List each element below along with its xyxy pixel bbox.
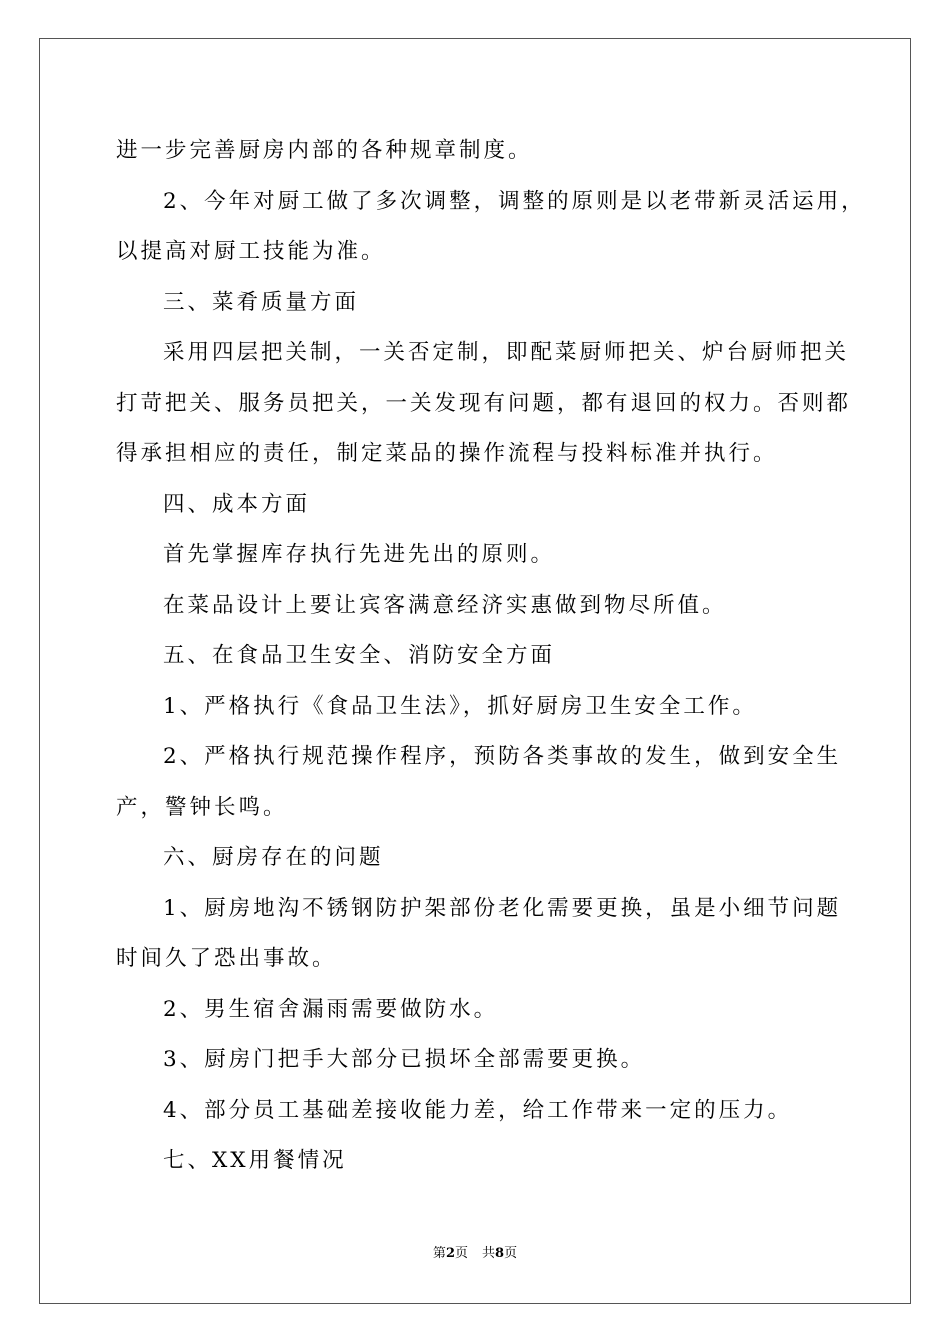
paragraph-line: 1、厨房地沟不锈钢防护架部份老化需要更换，虽是小细节问题 — [163, 895, 842, 921]
section-heading: 六、厨房存在的问题 — [163, 845, 384, 870]
paragraph-line: 采用四层把关制，一关否定制，即配菜厨师把关、炉台厨师把关 — [163, 340, 850, 365]
section-heading: 三、菜肴质量方面 — [163, 289, 360, 315]
paragraph-line: 进一步完善厨房内部的各种规章制度。 — [116, 138, 533, 163]
section-heading: 七、XX用餐情况 — [163, 1148, 347, 1173]
total-pages: 8 — [495, 1246, 505, 1261]
paragraph-line: 打苛把关、服务员把关，一关发现有问题，都有退回的权力。否则都 — [116, 390, 852, 416]
paragraph-line: 2、男生宿舍漏雨需要做防水。 — [163, 996, 499, 1022]
paragraph-line: 时间久了恐出事故。 — [116, 946, 337, 971]
paragraph-line: 在菜品设计上要让宾客满意经济实惠做到物尽所值。 — [163, 592, 727, 618]
paragraph-line: 3、厨房门把手大部分已损坏全部需要更换。 — [163, 1047, 646, 1072]
total-suffix: 页 — [504, 1246, 518, 1261]
section-heading: 五、在食品卫生安全、消防安全方面 — [163, 643, 556, 668]
page-prefix: 第 — [432, 1246, 446, 1261]
page-footer — [0, 1246, 950, 1262]
paragraph-line: 以提高对厨工技能为准。 — [116, 239, 386, 264]
paragraph-line: 4、部分员工基础差接收能力差，给工作带来一定的压力。 — [163, 1097, 793, 1123]
paragraph-line: 1、严格执行《食品卫生法》，抓好厨房卫生安全工作。 — [163, 693, 757, 719]
paragraph-line: 首先掌握库存执行先进先出的原则。 — [163, 542, 556, 567]
paragraph-line: 得承担相应的责任，制定菜品的操作流程与投料标准并执行。 — [116, 441, 778, 466]
page-suffix: 页 — [454, 1246, 468, 1261]
page-number: 2 — [445, 1246, 455, 1261]
section-heading: 四、成本方面 — [163, 491, 311, 517]
paragraph-line: 2、严格执行规范操作程序，预防各类事故的发生，做到安全生 — [163, 744, 842, 769]
paragraph-line: 2、今年对厨工做了多次调整，调整的原则是以老带新灵活运用， — [163, 188, 866, 214]
total-prefix: 共 — [482, 1246, 496, 1261]
document-body — [116, 126, 866, 1187]
paragraph-line: 产，警钟长鸣。 — [116, 794, 288, 820]
